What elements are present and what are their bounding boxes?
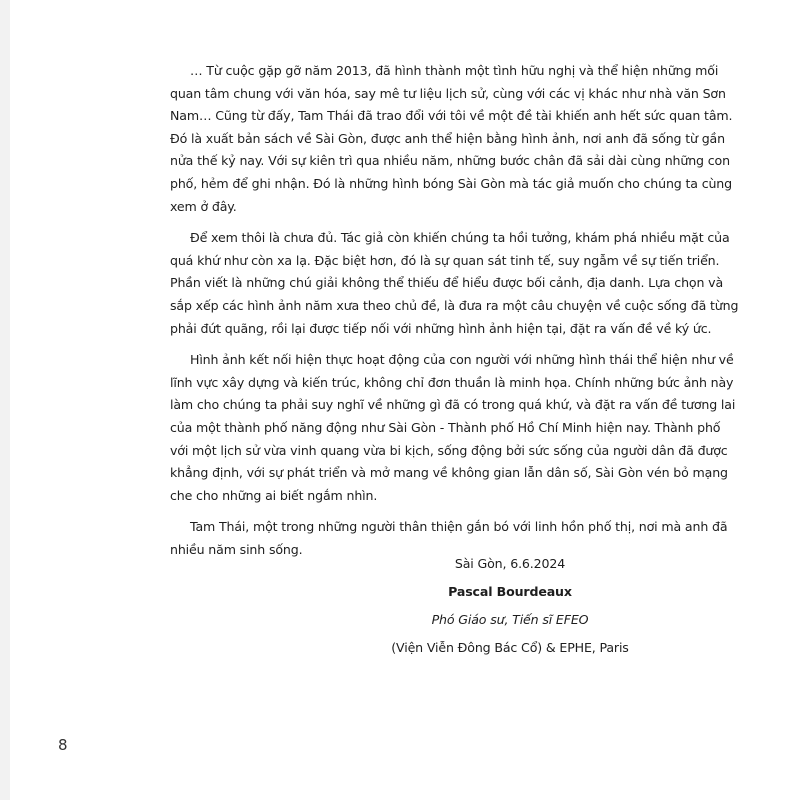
paragraph-4: Tam Thái, một trong những người thân thiện gắn bó với linh hồn phố thị, nơi mà anh đã nhiều năm sinh sống. <box>170 519 728 557</box>
paragraph-3: Hình ảnh kết nối hiện thực hoạt động của con người với những hình thái thể hiện như về lĩnh vực xây dựng và kiến trúc, không chỉ đơn thuần là minh họa. Chính những bức ảnh này làm cho chúng ta phải suy nghĩ về những gì đã có trong quá khứ, và đặt ra vấn đề tương lai của một thành phố năng động như Sài Gòn - Thành phố Hồ Chí Minh hiện nay. Thành phố với một lịch sử vừa vinh quang vừa bi kịch, sống động bởi sức sống của người dân đã được khẳng định, với sự phát triển và mở mang về không gian lẫn dân số, Sài Gòn vén bỏ mạng che cho những ai biết ngắm nhìn. <box>170 352 736 503</box>
paragraph-2: Để xem thôi là chưa đủ. Tác giả còn khiến chúng ta hồi tưởng, khám phá nhiều mặt của quá khứ như còn xa lạ. Đặc biệt hơn, đó là sự quan sát tinh tế, suy ngẫm về sự tiến triển. Phần viết là những chú giải không thể thiếu để hiểu được bối cảnh, địa danh. Lựa chọn và sắp xếp các hình ảnh năm xưa theo chủ đề, là đưa ra một câu chuyện về cuộc sống đã từng phải đứt quãng, rồi lại được tiếp nối với những hình ảnh hiện tại, đặt ra vấn đề về ký ức. <box>170 230 739 336</box>
paragraph-1: … Từ cuộc gặp gỡ năm 2013, đã hình thành một tình hữu nghị và thể hiện những mối quan tâm chung với văn hóa, say mê tư liệu lịch sử, cùng với các vị khác như nhà văn Sơn Nam… Cũng từ đấy, Tam Thái đã trao đổi với tôi về một đề tài khiến anh hết sức quan tâm. Đó là xuất bản sách về Sài Gòn, được anh thể hiện bằng hình ảnh, nơi anh đã sống từ gần nửa thế kỷ nay. Với sự kiên trì qua nhiều năm, những bước chân đã sải dài cùng những con phố, hẻm để ghi nhận. Đó là những hình bóng Sài Gòn mà tác giả muốn cho chúng ta cùng xem ở đây. <box>170 63 733 214</box>
page-number: 8 <box>58 736 68 754</box>
author-name: Pascal Bourdeaux <box>448 584 572 599</box>
body-text <box>170 60 742 570</box>
place-date: Sài Gòn, 6.6.2024 <box>454 556 566 571</box>
author-title: Phó Giáo sư, Tiến sĩ EFEO <box>431 612 589 627</box>
book-page <box>10 0 800 800</box>
author-affiliation: (Viện Viễn Đông Bác Cổ) & EPHE, Paris <box>391 640 629 655</box>
signature-block <box>360 550 660 662</box>
